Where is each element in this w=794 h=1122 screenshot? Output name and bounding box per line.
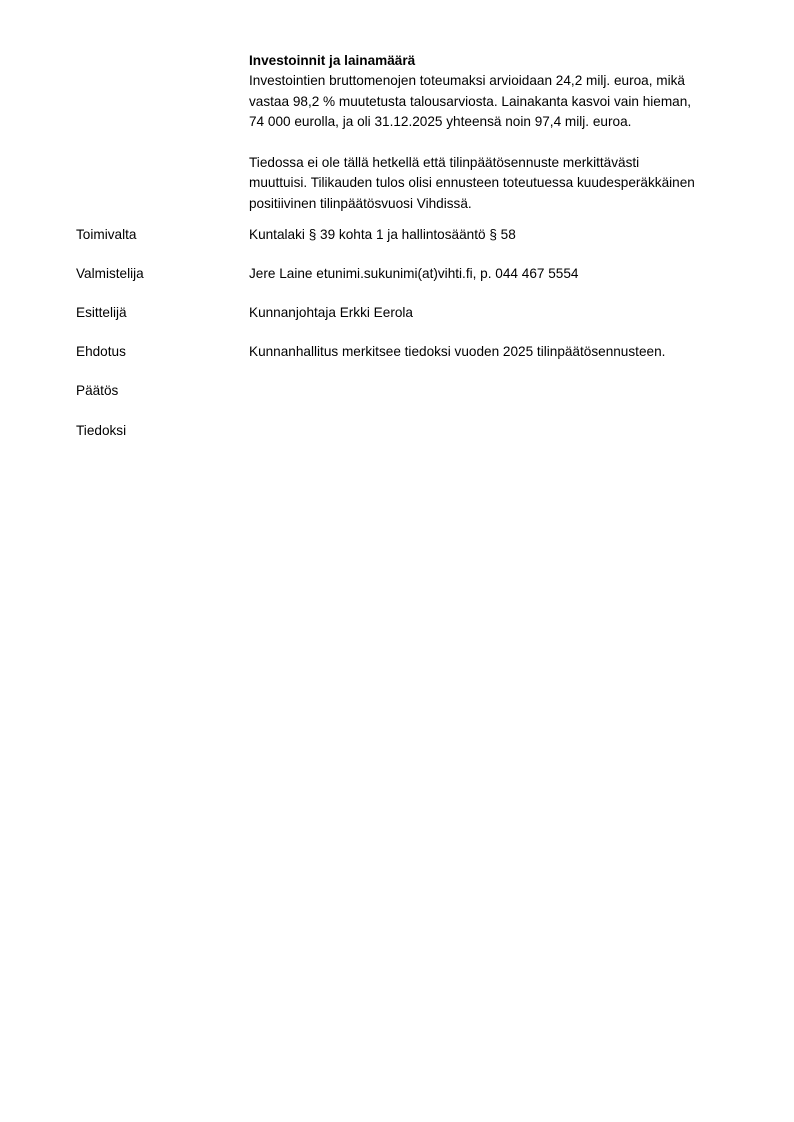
field-label-valmistelija: Valmistelija xyxy=(76,266,144,281)
field-row-toimivalta xyxy=(0,225,794,245)
field-value-esittelija: Kunnanjohtaja Erkki Eerola xyxy=(249,305,413,320)
field-row-valmistelija xyxy=(0,264,794,284)
field-row-tiedoksi xyxy=(0,421,794,441)
field-row-paatos xyxy=(0,381,794,401)
field-label-ehdotus: Ehdotus xyxy=(76,344,126,359)
field-value-toimivalta: Kuntalaki § 39 kohta 1 ja hallintosääntö § 58 xyxy=(249,227,516,242)
field-label-esittelija: Esittelijä xyxy=(76,305,127,320)
field-row-ehdotus xyxy=(0,342,794,362)
field-label-paatos: Päätös xyxy=(76,383,119,398)
investments-paragraph: Investointien bruttomenojen toteumaksi arvioidaan 24,2 milj. euroa, mikä vastaa 98,2 % muutetusta talousarviosta. Lainakanta kasvoi vain hieman, 74 000 eurolla, ja oli 31.12.2025 yhteensä noin 97,4 milj. euroa. xyxy=(249,73,692,130)
investments-section xyxy=(249,51,749,214)
forecast-paragraph: Tiedossa ei ole tällä hetkellä että tilinpäätösennuste merkittävästi muuttuisi. Tilikauden tulos olisi ennusteen toteutuessa kuudesperäkkäinen positiivinen tilinpäätösvuosi Vihdissä. xyxy=(249,155,695,211)
field-row-esittelija xyxy=(0,303,794,323)
field-value-valmistelija: Jere Laine etunimi.sukunimi(at)vihti.fi, p. 044 467 5554 xyxy=(249,266,579,281)
section-heading: Investoinnit ja lainamäärä xyxy=(249,53,416,68)
field-label-toimivalta: Toimivalta xyxy=(76,227,137,242)
field-label-tiedoksi: Tiedoksi xyxy=(76,423,127,438)
field-value-ehdotus: Kunnanhallitus merkitsee tiedoksi vuoden 2025 tilinpäätösennusteen. xyxy=(249,344,666,359)
